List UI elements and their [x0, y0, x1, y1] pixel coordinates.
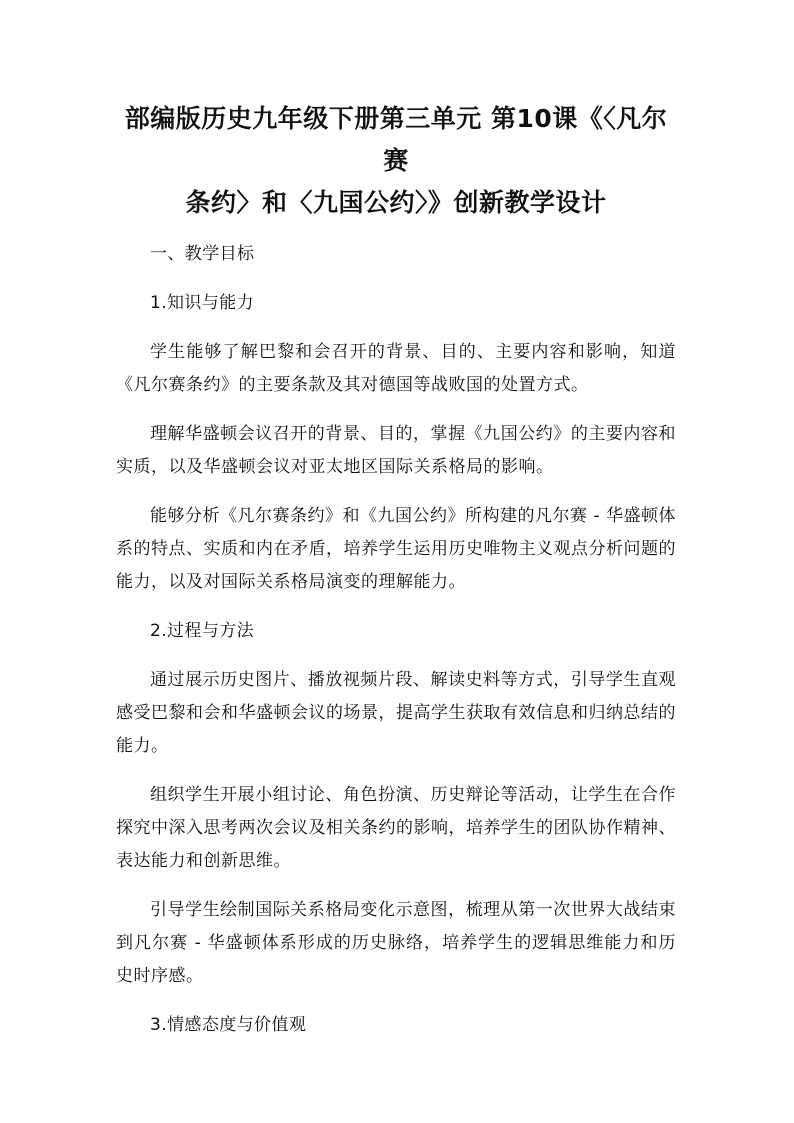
subheading-emotion-values: 3.情感态度与价值观	[150, 1015, 307, 1035]
section-heading-teaching-goals: 一、教学目标	[150, 244, 255, 264]
paragraph-5: 组织学生开展小组讨论、角色扮演、历史辩论等活动，让学生在合作探究中深入思考两次会议及相关条约的影响，培养学生的团队协作精神、表达能力和创新思维。	[116, 785, 676, 871]
document-title	[116, 98, 676, 224]
paragraph-3: 能够分析《凡尔赛条约》和《九国公约》所构建的凡尔赛 - 华盛顿体系的特点、实质和内在矛盾，培养学生运用历史唯物主义观点分析问题的能力，以及对国际关系格局演变的理解能力。	[116, 506, 676, 592]
subheading-knowledge-ability: 1.知识与能力	[150, 293, 255, 313]
paragraph-6: 引导学生绘制国际关系格局变化示意图，梳理从第一次世界大战结束到凡尔赛 - 华盛顿体系形成的历史脉络，培养学生的逻辑思维能力和历史时序感。	[116, 900, 676, 986]
paragraph-2: 理解华盛顿会议召开的背景、目的，掌握《九国公约》的主要内容和实质，以及华盛顿会议对亚太地区国际关系格局的影响。	[116, 424, 676, 477]
title-line-1: 部编版历史九年级下册第三单元 第10课《〈凡尔赛	[124, 104, 668, 175]
paragraph-1: 学生能够了解巴黎和会召开的背景、目的、主要内容和影响，知道《凡尔赛条约》的主要条款及其对德国等战败国的处置方式。	[116, 342, 676, 395]
subheading-process-method: 2.过程与方法	[150, 621, 255, 641]
paragraph-4: 通过展示历史图片、播放视频片段、解读史料等方式，引导学生直观感受巴黎和会和华盛顿会议的场景，提高学生获取有效信息和归纳总结的能力。	[116, 670, 676, 756]
title-line-2: 条约〉和〈九国公约〉》创新教学设计	[185, 188, 607, 217]
